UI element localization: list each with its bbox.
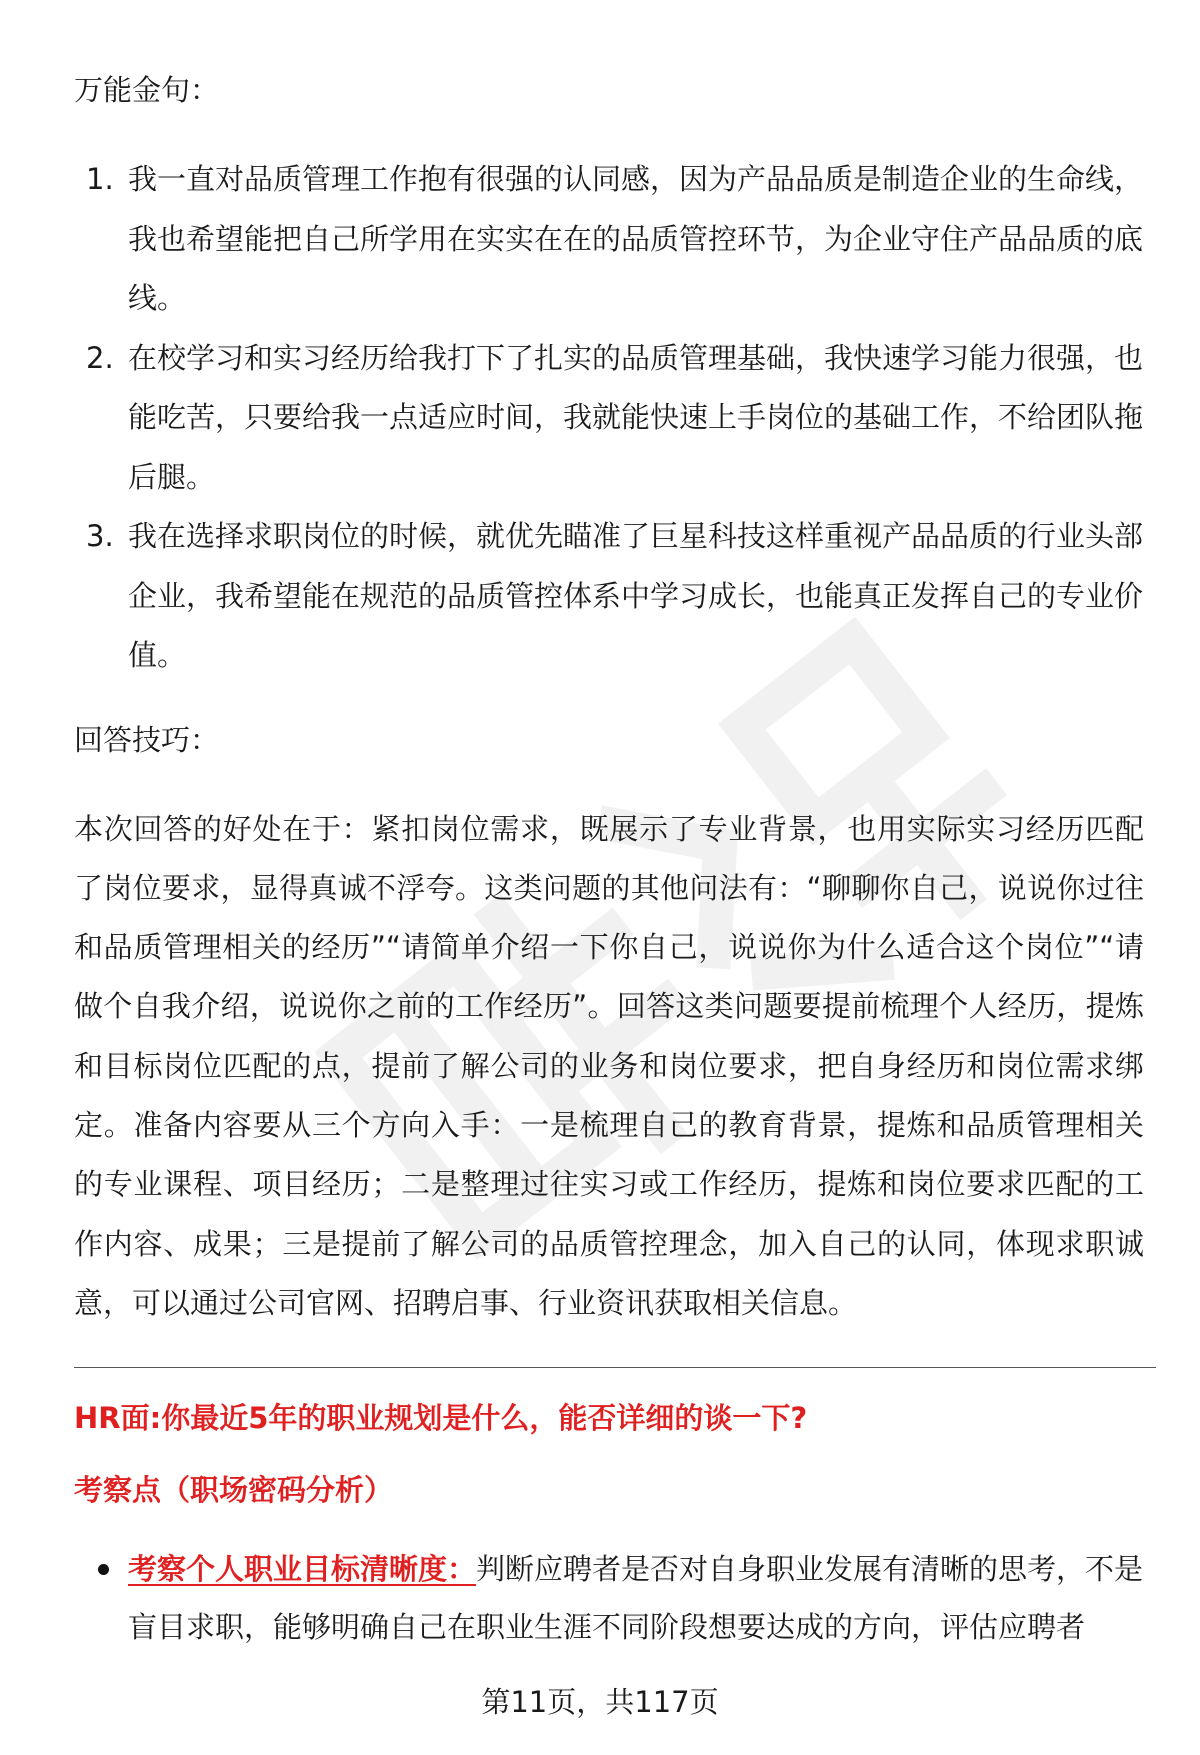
list-item-text: 我一直对品质管理工作抱有很强的认同感，因为产品品质是制造企业的生命线，我也希望能把自己所学用在实实在在的品质管控环节，为企业守住产品品质的底线。 <box>128 162 1144 315</box>
list-item-number: 3. <box>86 519 114 553</box>
list-item <box>74 1540 1144 1656</box>
point-title: 考察个人职业目标清晰度： <box>128 1552 477 1587</box>
analysis-heading: 考察点（职场密码分析） <box>74 1473 394 1508</box>
list-item-text: 在校学习和实习经历给我打下了扎实的品质管理基础，我快速学习能力很强，也能吃苦，只要给我一点适应时间，我就能快速上手岗位的基础工作，不给团队拖后腿。 <box>128 340 1144 494</box>
main-content <box>74 62 1144 1656</box>
point-text: 判断应聘者是否对自身职业发展有清晰的思考，不是盲目求职，能够明确自己在职业生涯不同阶段想要达成的方向，评估应聘者 <box>128 1552 1144 1645</box>
question-title: HR面:你最近5年的职业规划是什么，能否详细的谈一下? <box>74 1401 808 1436</box>
bullet-icon <box>98 1564 109 1575</box>
golden-sentences-list <box>74 150 1144 686</box>
analysis-points-list <box>74 1540 1144 1656</box>
list-item-text: 我在选择求职岗位的时候，就优先瞄准了巨星科技这样重视产品品质的行业头部企业，我希望能在规范的品质管控体系中学习成长，也能真正发挥自己的专业价值。 <box>128 519 1144 672</box>
answer-tips-label: 回答技巧： <box>74 722 220 757</box>
list-item <box>74 507 1144 686</box>
list-item <box>74 150 1144 329</box>
answer-tips-paragraph: 本次回答的好处在于：紧扣岗位需求，既展示了专业背景，也用实际实习经历匹配了岗位要求，显得真诚不浮夸。这类问题的其他问法有：“聊聊你自己，说说你过往和品质管理相关的经历”“请简单介绍一下你自己，说说你为什么适合这个岗位”“请做个自我介绍，说说你之前的工作经历”。回答这类问题要提前梳理个人经历，提炼和目标岗位匹配的点，提前了解公司的业务和岗位要求，把自身经历和岗位需求绑定。准备内容要从三个方向入手：一是梳理自己的教育背景，提炼和品质管理相关的专业课程、项目经历；二是整理过往实习或工作经历，提炼和岗位要求匹配的工作内容、成果；三是提前了解公司的品质管控理念，加入自己的认同，体现求职诚意，可以通过公司官网、招聘启事、行业资讯获取相关信息。 <box>74 811 1144 1320</box>
list-item-number: 2. <box>86 340 114 375</box>
list-item-number: 1. <box>86 162 114 196</box>
list-item <box>74 329 1144 508</box>
golden-sentences-label: 万能金句： <box>74 73 220 107</box>
page-number: 第11页，共117页 <box>0 1682 1200 1722</box>
section-divider <box>74 1367 1156 1368</box>
